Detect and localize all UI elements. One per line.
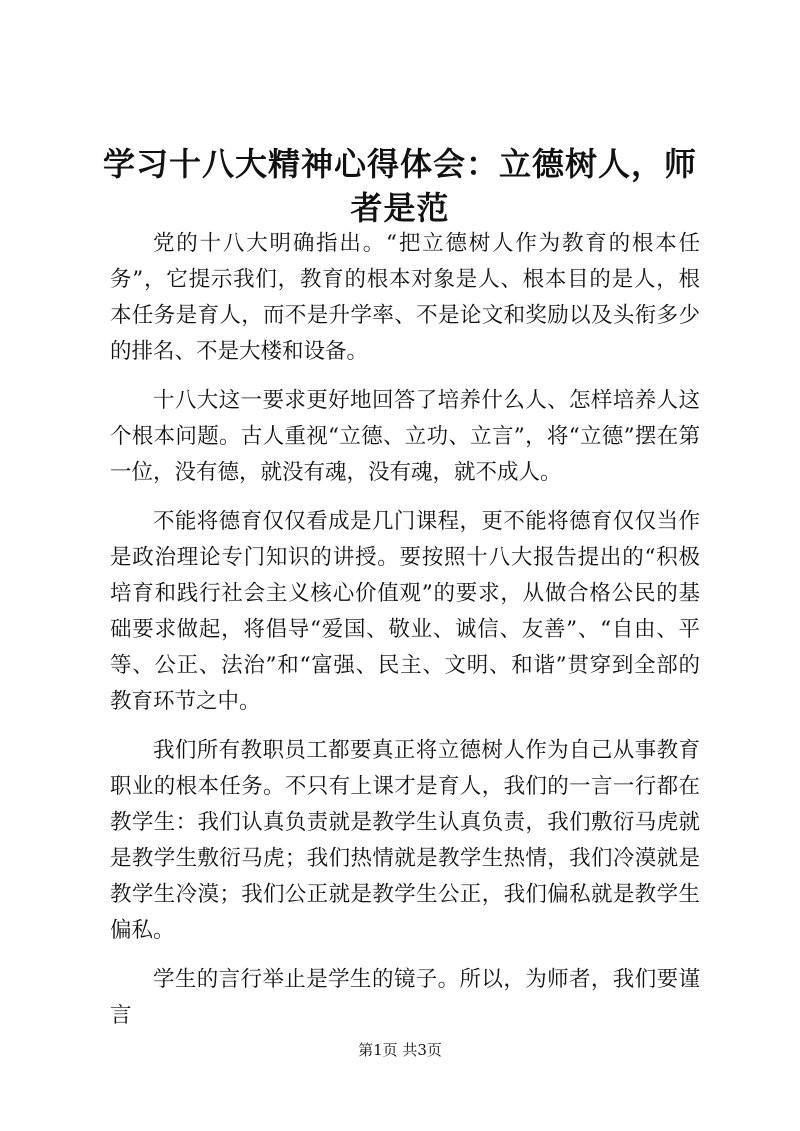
paragraph-4: 我们所有教职员工都要真正将立德树人作为自己从事教育职业的根本任务。不只有上课才是育人，我们的一言一行都在教学生：我们认真负责就是教学生认真负责，我们敷衍马虎就是教学生敷衍马虎；我们热情就是教学生热情，我们冷漠就是教学生冷漠；我们公正就是教学生公正，我们偏私就是教学生偏私。	[110, 738, 700, 943]
paragraph-3: 不能将德育仅仅看成是几门课程，更不能将德育仅仅当作是政治理论专门知识的讲授。要按照十八大报告提出的“积极培育和践行社会主义核心价值观”的要求，从做合格公民的基础要求做起，将倡导“爱国、敬业、诚信、友善”、“自由、平等、公正、法治”和“富强、民主、文明、和谐”贯穿到全部的教育环节之中。	[110, 509, 700, 714]
document-body	[110, 226, 700, 1047]
document-title: 学习十八大精神心得体会：立德树人，师者是范	[102, 145, 697, 227]
paragraph-5: 学生的言行举止是学生的镜子。所以，为师者，我们要谨言	[110, 967, 700, 1028]
page-number-footer: 第1页 共3页	[358, 1041, 442, 1059]
paragraph-1: 党的十八大明确指出。“把立德树人作为教育的根本任务”，它提示我们，教育的根本对象是人、根本目的是人，根本任务是育人，而不是升学率、不是论文和奖励以及头衔多少的排名、不是大楼和设备。	[110, 231, 700, 364]
paragraph-2: 十八大这一要求更好地回答了培养什么人、怎样培养人这个根本问题。古人重视“立德、立功、立言”，将“立德”摆在第一位，没有德，就没有魂，没有魂，就不成人。	[110, 388, 700, 485]
